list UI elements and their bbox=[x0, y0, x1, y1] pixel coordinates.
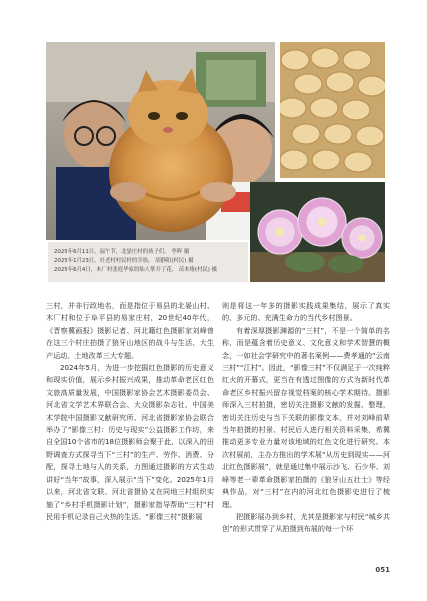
article-paragraph: 2024年5月，为进一步挖掘红色摄影的历史意义和现实价值，展示乡村振兴成果，推动革命老区红色文旅高质量发展，中国摄影家协会艺术摄影委员会、河北省文学艺术界联合会、大众摄影杂志社、中国美术学院中国摄影文献研究所、河北省摄影家协会联合举办了“影像三村：历史与现实”公益摄影工作坊，来自全国10个省市的18位摄影师会聚于此，以深入的田野调查方式探寻当下“三村”的生产、劳作、消费、分配，探寻土地与人的关系，力图通过摄影的方式生动讲好“当年”故事，深入展示“当下”变化。2025年1月以来，河北省文联、河北省摄协又在同地三村组织实施了“乡村手机摄影计划”，摄影家指导帮助“三村”村民用手机记录自己火热的生活。“影像三村”摄影展 bbox=[46, 363, 214, 521]
caption-line-2: 2025年1月23日，社老村村民村的宰族。 胡静阳(村民) 摄 bbox=[54, 258, 194, 264]
article-column-right bbox=[222, 300, 390, 536]
caption-line-1: 2025年6月11日，福午节，北晏庄村的孩子们。 李晖 摄 bbox=[54, 249, 190, 255]
steamed-buns-photo bbox=[280, 42, 385, 178]
cactus-flowers-photo bbox=[250, 182, 385, 282]
steamed-buns-illustration bbox=[280, 42, 385, 178]
page-number: 051 bbox=[375, 566, 390, 574]
article-paragraph: 三村，并非行政地名，而是指位于易县的北晏山村、木厂村和位于阜平县的易家庄村，20世纪40年代，《晋察冀画报》摄影记者、河北籍红色摄影家刘峰曾在这三个村庄拍摄了狼牙山地区的战斗与生活、大生产运动、土地改革三大专题。 bbox=[46, 301, 214, 360]
article-paragraph: 把摄影展办到乡村，尤其是摄影家与村民“城乡共创”的形式贯穿了从拍摄到布展的每一个环 bbox=[222, 511, 390, 534]
children-with-cat-photo bbox=[46, 42, 275, 240]
article-paragraph: 则是将这一年多的摄影实践成果集结，展示了真实的、多元的、充满生命力的当代乡村图景。 bbox=[222, 301, 390, 323]
caption-line-3: 2025年6月4日，木厂村张庭华家的仙人掌开了花。 苗木烙(村民) 摄 bbox=[54, 267, 217, 273]
article-paragraph: 有着深厚摄影渊源的“三村”，不是一个简单的名称，而是蕴含着历史意义、文化意义和学术智慧的概念，一如社会学研究中的著名案例——费孝通的“云南三村”“江村”。因此，“影像三村”不仅满足于一次纯粹红火的开幕式，更当在有透过图像的方式为新时代革命老区乡村振兴留存视觉档案的核心学术期待。摄影师深入三村拍摄，密切关注摄影文献的发掘、整理，密切关注历史与当下关联的影像文本，并对刘峰前辈当年拍摄的村景、村民后人进行相关资料采集，希冀推动更多专业力量对该地域的红色文化进行研究。本次村展前，主办方推出的学术展“从历史到现实——河北红色摄影展”，就是通过集中展示沙飞、石少华、刘峰等老一辈革命摄影家拍摄的《狼牙山五壮士》等经典作品，对“三村”在内的河北红色摄影史进行了梳理。 bbox=[222, 325, 390, 509]
photo-caption-box bbox=[48, 242, 248, 282]
children-with-cat-illustration bbox=[46, 42, 275, 240]
cactus-flowers-illustration bbox=[250, 182, 385, 282]
article-column-left bbox=[46, 300, 214, 523]
